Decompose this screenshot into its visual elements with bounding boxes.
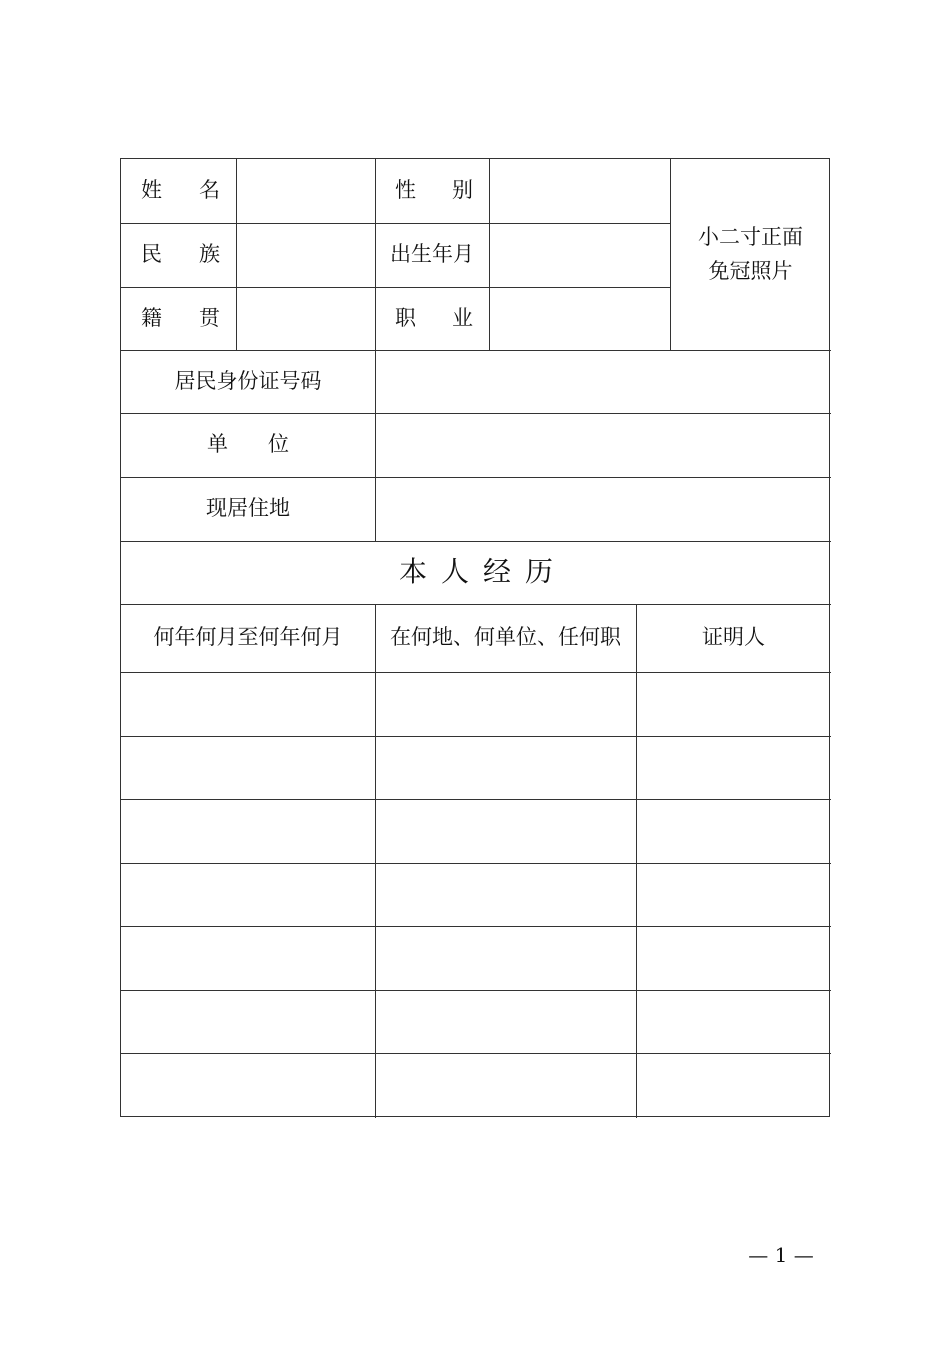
name-label: 姓 名 <box>141 178 220 203</box>
history-position-field[interactable] <box>375 672 636 736</box>
history-position-field[interactable] <box>375 1053 636 1118</box>
history-witness-field[interactable] <box>636 990 831 1053</box>
name-field[interactable] <box>236 159 375 223</box>
history-period-field[interactable] <box>121 926 375 990</box>
history-period-field[interactable] <box>121 1053 375 1118</box>
id-number-field[interactable] <box>375 350 831 413</box>
native-place-label: 籍 贯 <box>141 305 220 330</box>
residence-field[interactable] <box>375 477 831 541</box>
history-position-field[interactable] <box>375 799 636 863</box>
history-period-field[interactable] <box>121 799 375 863</box>
unit-label: 单 位 <box>207 432 289 457</box>
ethnicity-label: 民 族 <box>141 242 220 267</box>
history-position-field[interactable] <box>375 736 636 799</box>
history-witness-field[interactable] <box>636 672 831 736</box>
occupation-field[interactable] <box>489 287 670 350</box>
id-number-label: 居民身份证号码 <box>174 368 322 393</box>
ethnicity-field[interactable] <box>236 223 375 287</box>
history-header-witness: 证明人 <box>702 625 765 650</box>
birth-label: 出生年月 <box>390 242 474 267</box>
gender-field[interactable] <box>489 159 670 223</box>
section-title: 本人经历 <box>398 555 567 589</box>
residence-label: 现居住地 <box>206 496 290 521</box>
history-period-field[interactable] <box>121 863 375 926</box>
history-position-field[interactable] <box>375 990 636 1053</box>
photo-label-line-1: 小二寸正面 <box>698 224 803 249</box>
history-position-field[interactable] <box>375 926 636 990</box>
unit-field[interactable] <box>375 413 831 477</box>
gender-label: 性 别 <box>395 178 473 203</box>
page-number: — 1 — <box>748 1243 814 1267</box>
history-witness-field[interactable] <box>636 1053 831 1118</box>
history-header-period: 何年何月至何年何月 <box>153 625 343 650</box>
history-witness-field[interactable] <box>636 799 831 863</box>
history-header-position: 在何地、何单位、任何职 <box>390 625 621 650</box>
history-period-field[interactable] <box>121 990 375 1053</box>
history-period-field[interactable] <box>121 736 375 799</box>
photo-box[interactable] <box>670 159 831 350</box>
history-witness-field[interactable] <box>636 863 831 926</box>
birth-field[interactable] <box>489 223 670 287</box>
history-witness-field[interactable] <box>636 736 831 799</box>
history-position-field[interactable] <box>375 863 636 926</box>
history-witness-field[interactable] <box>636 926 831 990</box>
native-place-field[interactable] <box>236 287 375 350</box>
history-period-field[interactable] <box>121 672 375 736</box>
occupation-label: 职 业 <box>395 305 473 330</box>
photo-label-line-2: 免冠照片 <box>708 258 793 283</box>
application-form <box>120 158 830 1117</box>
